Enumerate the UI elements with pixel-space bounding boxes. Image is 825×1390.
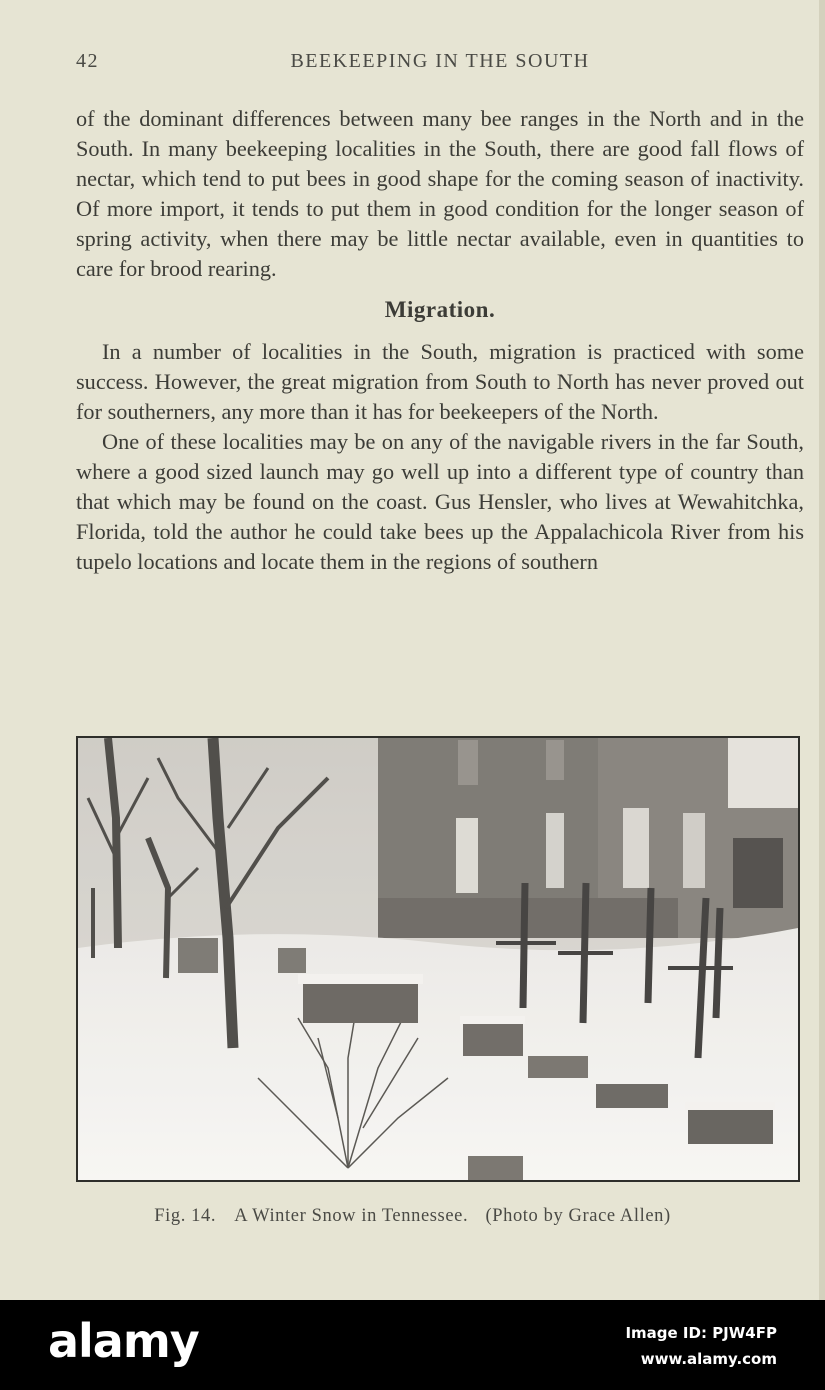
figure-title: A Winter Snow in Tennessee. xyxy=(234,1206,469,1226)
figure-photo xyxy=(76,736,800,1182)
page-number: 42 xyxy=(76,50,99,72)
section-heading: Migration. xyxy=(384,296,496,322)
body-text xyxy=(76,104,804,577)
figure-label: Fig. 14. xyxy=(154,1206,217,1226)
snow-haze xyxy=(78,738,798,1180)
figure-caption xyxy=(0,1206,825,1227)
stock-footer xyxy=(0,1300,825,1390)
winter-snow-photo xyxy=(78,738,798,1180)
image-id: Image ID: PJW4FP xyxy=(625,1324,777,1342)
paragraph-3: One of these localities may be on any of the navigable rivers in the far South, where a good sized launch may go well up into a different type of country than that which may be found on the coast. Gus Hensler, who lives at Wewahitchka, Florida, told the author he could take bees up the Appalachicola River from his tupelo locations and locate them in the regions of southern xyxy=(76,428,804,575)
page-edge xyxy=(819,0,825,1300)
site-url: www.alamy.com xyxy=(640,1350,777,1368)
paragraph-2: In a number of localities in the South, migration is practiced with some success. However, the great migration from South to North has never proved out for southerners, any more than it has for beekeepers of the North. xyxy=(76,338,804,424)
paragraph-1: of the dominant differences between many bee ranges in the North and in the South. In many beekeeping localities in the South, there are good fall flows of nectar, which tend to put bees in good shape for the coming season of inactivity. Of more import, it tends to put them in good condition for the longer season of spring activity, when there may be little nectar available, even in quantities to care for brood rearing. xyxy=(76,106,804,282)
alamy-logo: alamy xyxy=(48,1314,199,1368)
page-header xyxy=(76,50,804,80)
figure-credit: (Photo by Grace Allen) xyxy=(485,1206,671,1226)
running-title: BEEKEEPING IN THE SOUTH xyxy=(290,50,590,72)
